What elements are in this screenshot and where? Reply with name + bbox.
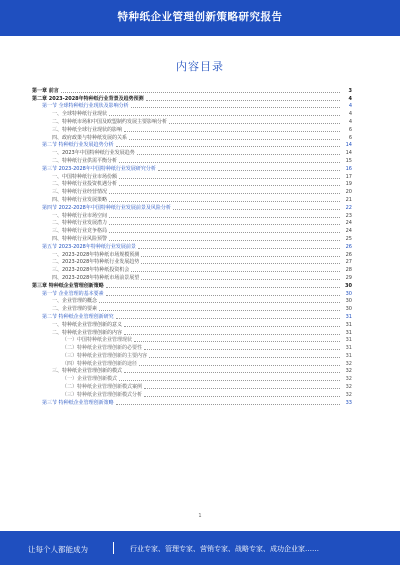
toc-entry[interactable] bbox=[32, 289, 352, 297]
toc-entry[interactable] bbox=[32, 374, 352, 382]
toc-entry-label: 第三节 特种纸企业管理创新策略 bbox=[42, 399, 114, 406]
toc-leader-dots bbox=[137, 153, 340, 155]
toc-leader-dots bbox=[144, 348, 340, 350]
toc-entry-label: （三）特种纸企业管理创新的主要内容 bbox=[62, 352, 148, 359]
toc-leader-dots bbox=[119, 177, 340, 179]
toc-entry-page: 17 bbox=[345, 173, 352, 180]
toc-leader-dots bbox=[124, 325, 340, 327]
toc-entry-page: 23 bbox=[345, 212, 352, 219]
report-title: 特种纸企业管理创新策略研究报告 bbox=[117, 11, 283, 23]
toc-entry[interactable] bbox=[32, 172, 352, 180]
toc-entry[interactable] bbox=[32, 351, 352, 359]
toc-entry[interactable] bbox=[32, 367, 352, 375]
toc-entry[interactable] bbox=[32, 203, 352, 211]
toc-entry-label: 三、2023-2028年特种纸投资机会 bbox=[52, 267, 130, 274]
toc-entry[interactable] bbox=[32, 343, 352, 351]
toc-leader-dots bbox=[169, 122, 340, 124]
toc-entry-label: （二）特种纸企业管理创新模式案例 bbox=[62, 384, 143, 391]
toc-entry-page: 22 bbox=[345, 204, 352, 211]
toc-entry-label: 二、企业管理的要素 bbox=[52, 306, 98, 313]
toc-leader-dots bbox=[116, 317, 340, 319]
toc-entry-label: 一、2023-2028年特种纸市场规模预测 bbox=[52, 251, 140, 258]
toc-entry-page: 24 bbox=[345, 228, 352, 235]
toc-entry-label: 一、特种纸企业管理创新的意义 bbox=[52, 321, 123, 328]
toc-leader-dots bbox=[124, 371, 340, 373]
toc-entry-page: 31 bbox=[345, 313, 352, 320]
page-number: 1 bbox=[198, 513, 202, 519]
toc-entry[interactable] bbox=[32, 187, 352, 195]
toc-entry[interactable] bbox=[32, 242, 352, 250]
toc-entry-label: 三、特种纸行业经营情况 bbox=[52, 189, 108, 196]
toc-entry-page: 21 bbox=[345, 196, 352, 203]
toc-entry[interactable] bbox=[32, 94, 352, 102]
toc-leader-dots bbox=[119, 379, 340, 381]
toc-entry[interactable] bbox=[32, 117, 352, 125]
toc-entry[interactable] bbox=[32, 250, 352, 258]
toc-entry-page: 27 bbox=[345, 259, 352, 266]
toc-entry-label: 三、特种纸行业竞争格局 bbox=[52, 228, 108, 235]
toc-leader-dots bbox=[141, 278, 340, 280]
footer-slogan-left: 让每个人都能成为 bbox=[28, 545, 88, 554]
toc-entry[interactable] bbox=[32, 86, 352, 94]
toc-entry-label: （二）特种纸企业管理创新的必要性 bbox=[62, 345, 143, 352]
toc-leader-dots bbox=[119, 184, 340, 186]
toc-entry[interactable] bbox=[32, 312, 352, 320]
toc-entry[interactable] bbox=[32, 102, 352, 110]
toc-entry[interactable] bbox=[32, 226, 352, 234]
toc-entry[interactable] bbox=[32, 148, 352, 156]
toc-entry-label: 四、2023-2028年特种纸市场前景展望 bbox=[52, 274, 140, 281]
toc-entry-label: 第一节 企业管理的基本要素 bbox=[42, 290, 104, 297]
toc-entry[interactable] bbox=[32, 281, 352, 289]
toc-entry-label: （四）特种纸企业管理创新的途径 bbox=[62, 360, 138, 367]
toc-leader-dots bbox=[106, 294, 340, 296]
toc-entry-page: 30 bbox=[345, 306, 352, 313]
toc-leader-dots bbox=[124, 130, 340, 132]
toc-leader-dots bbox=[173, 208, 340, 210]
toc-entry-page: 32 bbox=[345, 391, 352, 398]
toc-entry-page: 26 bbox=[345, 243, 352, 250]
toc-entry-page: 32 bbox=[345, 384, 352, 391]
toc-leader-dots bbox=[129, 138, 340, 140]
toc-leader-dots bbox=[131, 106, 340, 108]
toc-entry-label: 四、特种纸行业发展策略 bbox=[52, 196, 108, 203]
toc-entry[interactable] bbox=[32, 398, 352, 406]
toc-entry[interactable] bbox=[32, 141, 352, 149]
toc-leader-dots bbox=[99, 301, 340, 303]
toc-entry[interactable] bbox=[32, 265, 352, 273]
toc-entry[interactable] bbox=[32, 328, 352, 336]
toc-entry-page: 32 bbox=[345, 368, 352, 375]
toc-entry-label: 一、特种纸行业市场空间 bbox=[52, 212, 108, 219]
toc-leader-dots bbox=[109, 231, 340, 233]
toc-entry[interactable] bbox=[32, 304, 352, 312]
toc-entry-label: 一、2023年中国特种纸行业发展趋势 bbox=[52, 150, 135, 157]
toc-leader-dots bbox=[141, 262, 340, 264]
toc-entry-label: （三）特种纸企业管理创新模式分析 bbox=[62, 391, 143, 398]
toc-entry-page: 4 bbox=[348, 103, 352, 110]
toc-leader-dots bbox=[158, 169, 340, 171]
toc-entry-label: 二、2023-2028年特种纸行业发展趋势 bbox=[52, 259, 140, 266]
toc-leader-dots bbox=[116, 403, 340, 405]
toc-entry-label: 第一节 全球特种纸行业现状及影响分析 bbox=[42, 103, 129, 110]
toc-entry-page: 31 bbox=[345, 352, 352, 359]
toc-entry[interactable] bbox=[32, 109, 352, 117]
toc-entry[interactable] bbox=[32, 156, 352, 164]
toc-leader-dots bbox=[141, 255, 340, 257]
toc-entry-page: 32 bbox=[345, 376, 352, 383]
toc-leader-dots bbox=[134, 340, 340, 342]
toc-leader-dots bbox=[144, 395, 340, 397]
toc-entry-label: 二、特种纸行业发展潜力 bbox=[52, 220, 108, 227]
toc-entry-label: 第五节 2023-2028年特种纸行业发展前景 bbox=[42, 243, 136, 250]
footer-slogan-right: 行业专家、管理专家、营销专家、战略专家、成功企业家…… bbox=[130, 545, 319, 553]
toc-entry-label: 一、中国特种纸行业市场份额 bbox=[52, 173, 118, 180]
toc-entry-page: 4 bbox=[348, 95, 352, 102]
toc-entry[interactable] bbox=[32, 234, 352, 242]
toc-leader-dots bbox=[109, 223, 340, 225]
toc-entry[interactable] bbox=[32, 390, 352, 398]
toc-entry-page: 4 bbox=[348, 118, 352, 125]
toc-entry-page: 31 bbox=[345, 321, 352, 328]
toc-leader-dots bbox=[138, 247, 340, 249]
toc-heading: 内容目录 bbox=[176, 60, 224, 73]
toc-entry-label: 二、特种纸行业投资机遇分析 bbox=[52, 181, 118, 188]
toc-entry[interactable] bbox=[32, 211, 352, 219]
toc-leader-dots bbox=[139, 364, 340, 366]
toc-entry-page: 30 bbox=[345, 298, 352, 305]
toc-leader-dots bbox=[109, 239, 340, 241]
toc-entry-page: 15 bbox=[345, 157, 352, 164]
toc-entry[interactable] bbox=[32, 382, 352, 390]
toc-entry-page: 32 bbox=[345, 360, 352, 367]
toc-leader-dots bbox=[61, 91, 340, 93]
toc-leader-dots bbox=[124, 333, 340, 335]
toc-entry[interactable] bbox=[32, 273, 352, 281]
toc-entry-page: 33 bbox=[345, 399, 352, 406]
toc-entry[interactable] bbox=[32, 180, 352, 188]
toc-entry-page: 24 bbox=[345, 220, 352, 227]
toc-entry-page: 30 bbox=[345, 282, 352, 289]
toc-entry-label: 第三节 2023-2028年中国特种纸行业发展研究分析 bbox=[42, 165, 156, 172]
toc-entry-page: 4 bbox=[348, 111, 352, 118]
toc-entry-label: 一、全球特种纸行业现状 bbox=[52, 111, 108, 118]
toc-entry-label: 第二章 2023-2028年特种纸行业背景及趋势预测 bbox=[32, 95, 144, 102]
toc-entry-label: 一、企业管理的概念 bbox=[52, 298, 98, 305]
toc-entry[interactable] bbox=[32, 297, 352, 305]
toc-entry-page: 31 bbox=[345, 345, 352, 352]
table-of-contents bbox=[32, 86, 352, 406]
toc-entry-page: 20 bbox=[345, 189, 352, 196]
toc-entry-page: 30 bbox=[345, 290, 352, 297]
toc-entry-label: 第四节 2022-2028年中国特种纸行业发展前景及风险分析 bbox=[42, 204, 171, 211]
toc-entry-page: 14 bbox=[345, 150, 352, 157]
toc-entry-page: 6 bbox=[348, 134, 352, 141]
toc-entry-label: 第一章 前言 bbox=[32, 87, 59, 94]
toc-entry-page: 6 bbox=[348, 126, 352, 133]
toc-entry-page: 3 bbox=[348, 87, 352, 94]
toc-leader-dots bbox=[149, 356, 340, 358]
toc-entry-label: 四、特种纸行业风险预警 bbox=[52, 235, 108, 242]
toc-entry[interactable] bbox=[32, 195, 352, 203]
toc-entry[interactable] bbox=[32, 133, 352, 141]
toc-entry[interactable] bbox=[32, 164, 352, 172]
toc-entry[interactable] bbox=[32, 219, 352, 227]
report-header-bar bbox=[0, 0, 400, 36]
toc-entry-label: 第二节 特种纸行业发展趋势分析 bbox=[42, 142, 114, 149]
toc-leader-dots bbox=[116, 145, 340, 147]
toc-entry-label: （一）企业管理创新模式 bbox=[62, 376, 118, 383]
toc-entry-label: 四、政府政策与特种纸发展的关系 bbox=[52, 134, 128, 141]
toc-leader-dots bbox=[109, 192, 340, 194]
toc-entry-label: 三、特种纸企业管理创新的模式 bbox=[52, 368, 123, 375]
toc-entry-label: （一）中国特种纸企业管理现状 bbox=[62, 337, 133, 344]
toc-leader-dots bbox=[106, 286, 340, 288]
toc-entry-label: 二、特种纸市场和中国及欧盟制约发展主要影响分析 bbox=[52, 118, 168, 125]
toc-entry-label: 第二节 特种纸企业管理创新研究 bbox=[42, 313, 114, 320]
toc-entry-label: 二、特种纸企业管理创新的内容 bbox=[52, 329, 123, 336]
toc-entry-page: 14 bbox=[345, 142, 352, 149]
toc-entry-page: 31 bbox=[345, 337, 352, 344]
toc-entry-page: 28 bbox=[345, 267, 352, 274]
toc-entry-page: 16 bbox=[345, 165, 352, 172]
toc-leader-dots bbox=[144, 387, 340, 389]
toc-entry-page: 29 bbox=[345, 274, 352, 281]
toc-entry[interactable] bbox=[32, 336, 352, 344]
toc-leader-dots bbox=[146, 99, 340, 101]
toc-entry-page: 26 bbox=[345, 251, 352, 258]
toc-entry[interactable] bbox=[32, 125, 352, 133]
toc-leader-dots bbox=[109, 216, 340, 218]
toc-entry-label: 二、特种纸行业供需平衡分析 bbox=[52, 157, 118, 164]
footer-divider bbox=[113, 542, 114, 554]
toc-leader-dots bbox=[119, 161, 340, 163]
footer-bar bbox=[0, 531, 400, 565]
toc-leader-dots bbox=[109, 114, 340, 116]
toc-entry[interactable] bbox=[32, 320, 352, 328]
toc-entry[interactable] bbox=[32, 359, 352, 367]
toc-entry-page: 31 bbox=[345, 329, 352, 336]
toc-leader-dots bbox=[109, 200, 340, 202]
toc-entry-label: 第三章 特种纸企业管理创新策略 bbox=[32, 282, 104, 289]
toc-leader-dots bbox=[131, 270, 340, 272]
toc-entry-label: 三、特种纸全球行业现状的影响 bbox=[52, 126, 123, 133]
toc-entry[interactable] bbox=[32, 258, 352, 266]
toc-entry-page: 19 bbox=[345, 181, 352, 188]
toc-leader-dots bbox=[99, 309, 340, 311]
toc-entry-page: 25 bbox=[345, 235, 352, 242]
